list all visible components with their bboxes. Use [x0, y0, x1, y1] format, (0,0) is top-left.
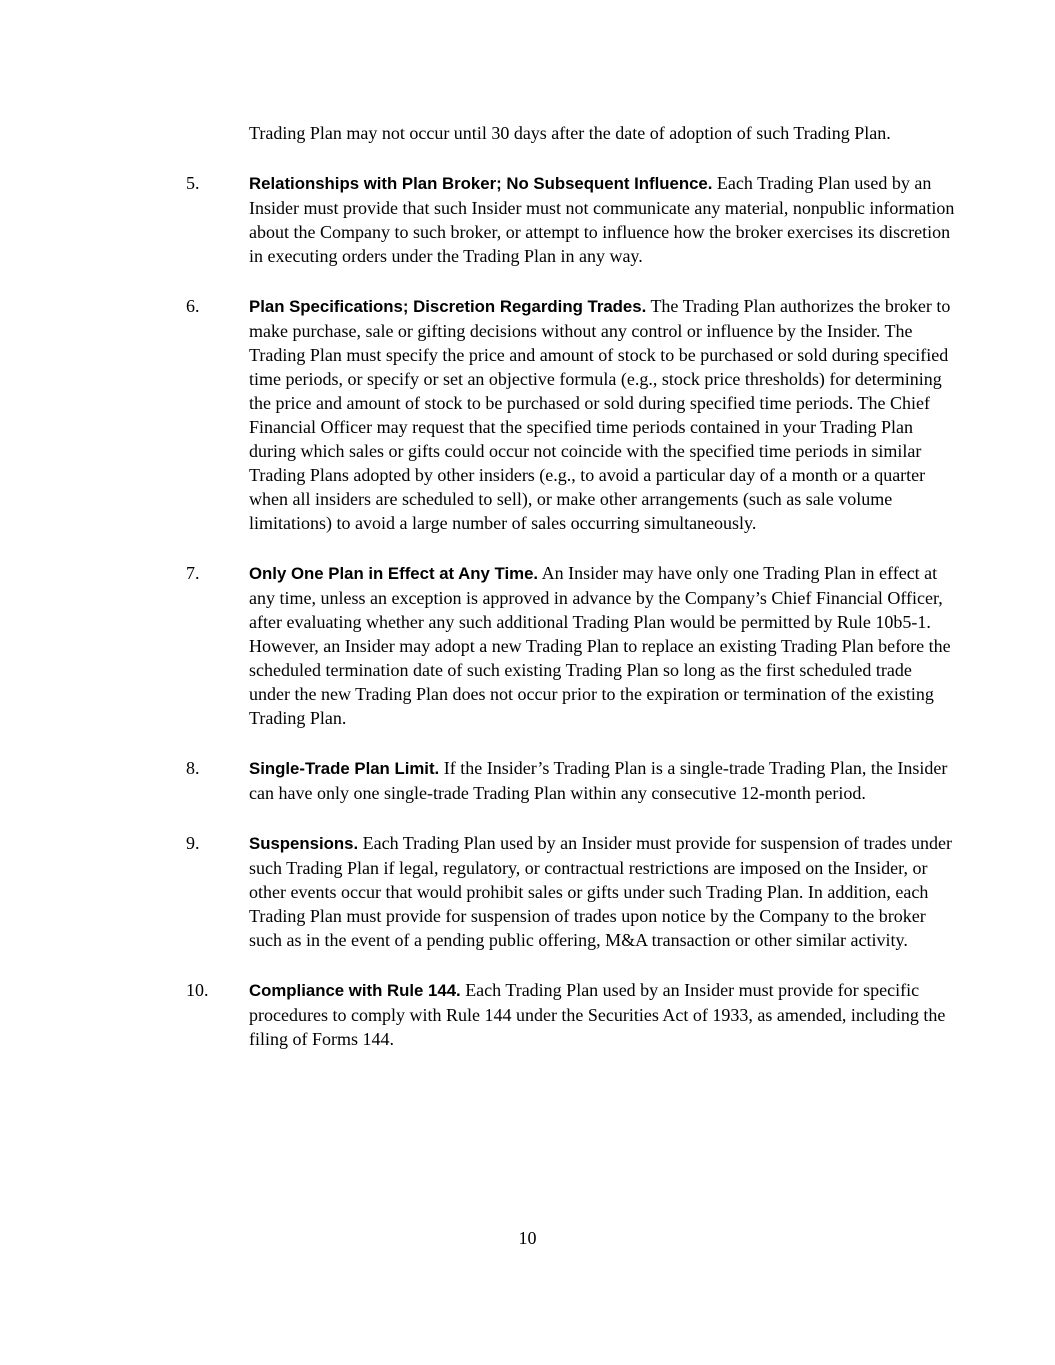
list-item-7	[186, 561, 956, 730]
item-body: Each Trading Plan used by an Insider must provide that such Insider must not communicate any material, nonpublic information about the Company to such broker, or attempt to influence how the broker exercises its discretion in executing orders under the Trading Plan in any way.	[249, 173, 955, 266]
item-body: The Trading Plan authorizes the broker to make purchase, sale or gifting decisions without any control or influence by the Insider. The Trading Plan must specify the price and amount of stock to be purchased or sold during specified time periods, or specify or set an objective formula (e.g., stock price thresholds) for determining the price and amount of stock to be purchased or sold during specified time periods. The Chief Financial Officer may request that the specified time periods contained in your Trading Plan during which sales or gifts could occur not coincide with the specified time periods in similar Trading Plans adopted by other insiders (e.g., to avoid a particular day of a month or a quarter when all insiders are scheduled to sell), or make other arrangements (such as sale volume limitations) to avoid a large number of sales occurring simultaneously.	[249, 296, 951, 533]
item-paragraph	[249, 561, 956, 730]
list-item-10	[186, 978, 956, 1051]
item-heading: Compliance with Rule 144.	[249, 981, 461, 1000]
item-number: 6.	[186, 296, 200, 316]
item-body: An Insider may have only one Trading Plan in effect at any time, unless an exception is approved in advance by the Company’s Chief Financial Officer, after evaluating whether any such additional Trading Plan would be permitted by Rule 10b5-1. However, an Insider may adopt a new Trading Plan to replace an existing Trading Plan before the scheduled termination date of such existing Trading Plan so long as the first scheduled trade under the new Trading Plan does not occur prior to the expiration or termination of the existing Trading Plan.	[249, 563, 951, 728]
document-content	[186, 121, 956, 1077]
item-body: Each Trading Plan used by an Insider must provide for specific procedures to comply with Rule 144 under the Securities Act of 1933, as amended, including the filing of Forms 144.	[249, 980, 946, 1049]
list-item-5	[186, 171, 956, 268]
item-number: 10.	[186, 980, 209, 1000]
list-item-6	[186, 294, 956, 535]
item-heading: Plan Specifications; Discretion Regarding Trades.	[249, 297, 647, 316]
item-paragraph	[249, 171, 956, 268]
item-heading: Only One Plan in Effect at Any Time.	[249, 564, 539, 583]
item-heading: Suspensions.	[249, 834, 359, 853]
page-number: 10	[518, 1228, 537, 1248]
item-number: 9.	[186, 833, 200, 853]
item-number: 5.	[186, 173, 200, 193]
item-body: Each Trading Plan used by an Insider must provide for suspension of trades under such Trading Plan if legal, regulatory, or contractual restrictions are imposed on the Insider, or other events occur that would prohibit sales or gifts under such Trading Plan. In addition, each Trading Plan must provide for suspension of trades upon notice by the Company to the broker such as in the event of a pending public offering, M&A transaction or other similar activity.	[249, 833, 953, 950]
item-heading: Relationships with Plan Broker; No Subsequent Influence.	[249, 174, 713, 193]
item-paragraph	[249, 978, 956, 1051]
item-number: 7.	[186, 563, 200, 583]
item-paragraph	[249, 756, 956, 805]
item-number: 8.	[186, 758, 200, 778]
item-paragraph	[249, 831, 956, 952]
list-item-9	[186, 831, 956, 952]
item-heading: Single-Trade Plan Limit.	[249, 759, 440, 778]
item-paragraph	[249, 294, 956, 535]
item-body: If the Insider’s Trading Plan is a single-trade Trading Plan, the Insider can have only one single-trade Trading Plan within any consecutive 12-month period.	[249, 758, 948, 803]
continuation-text: Trading Plan may not occur until 30 days after the date of adoption of such Trading Plan.	[249, 123, 891, 143]
list-item-8	[186, 756, 956, 805]
paragraph-continuation	[249, 121, 956, 145]
